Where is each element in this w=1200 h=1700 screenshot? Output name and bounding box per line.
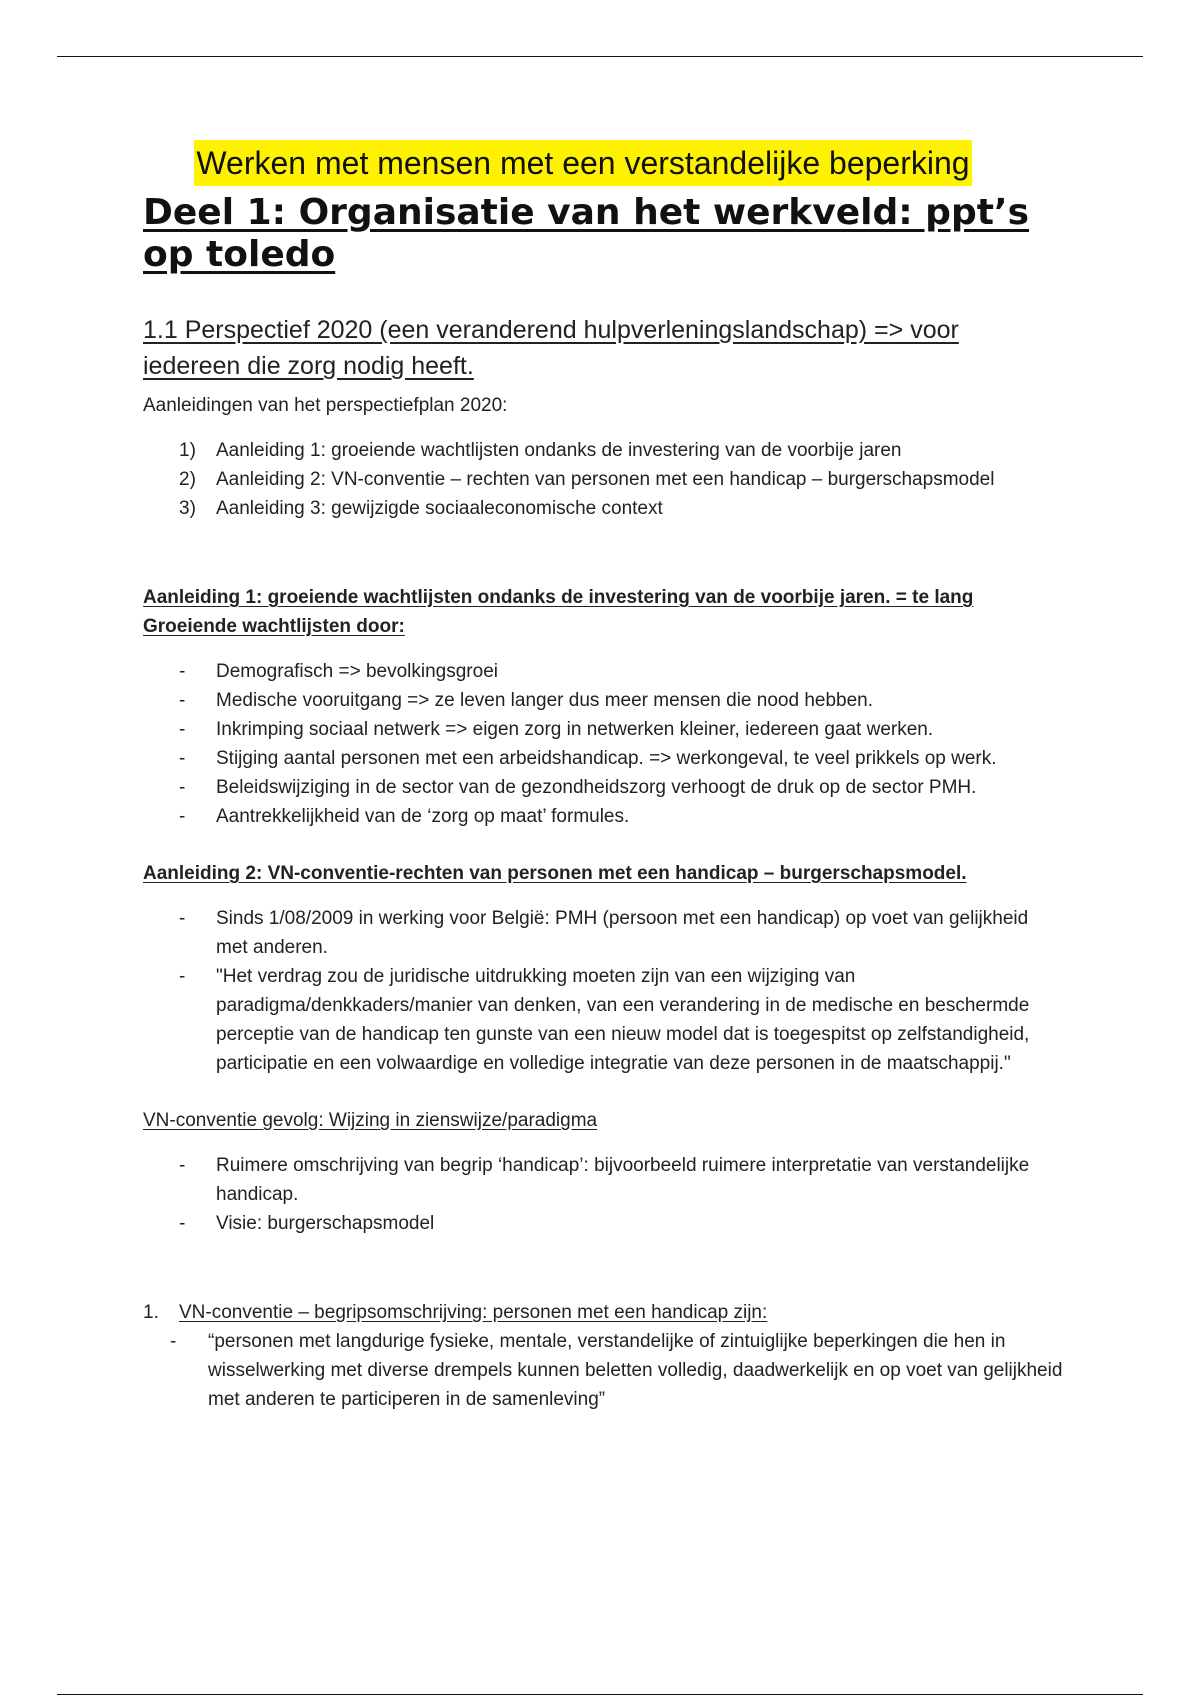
list-item: - Beleidswijziging in de sector van de gezondheidszorg verhoogt de druk op de sector PMH.	[179, 777, 977, 798]
document-title: Werken met mensen met een verstandelijke beperking	[194, 140, 971, 186]
list-item: 2) Aanleiding 2: VN-conventie – rechten van personen met een handicap – burgerschapsmodel	[179, 469, 995, 490]
intro-text: Aanleidingen van het perspectiefplan 2020:	[143, 395, 508, 416]
reasons-list	[143, 436, 1063, 523]
list-item: - Stijging aantal personen met een arbeidshandicap. => werkongeval, te veel prikkels op werk.	[179, 748, 997, 769]
list-item: 3) Aanleiding 3: gewijzigde sociaaleconomische context	[179, 498, 663, 519]
definition-heading: 1. VN-conventie – begripsomschrijving: personen met een handicap zijn:	[143, 1302, 768, 1323]
part-heading: Deel 1: Organisatie van het werkveld: ppt’s op toledo	[143, 192, 1030, 275]
consequence-list	[143, 1151, 1063, 1238]
bottom-rule	[57, 1694, 1143, 1695]
list-item: - "Het verdrag zou de juridische uitdrukking moeten zijn van een wijziging van paradigma/denkkaders/manier van denken, van een verandering in de medische en beschermde perceptie van de handicap ten gunste van een nieuw model dat is toegespitst op zelfstandigheid, participatie en een volwaardige en volledige integratie van deze personen in de maatschappij."	[179, 966, 1030, 1074]
definition-list	[143, 1327, 1063, 1414]
list-item: - Demografisch => bevolkingsgroei	[179, 661, 498, 682]
document-body	[143, 140, 1063, 1414]
list-item: - Ruimere omschrijving van begrip ‘handicap’: bijvoorbeeld ruimere interpretatie van verstandelijke handicap.	[179, 1155, 1030, 1205]
consequence-heading: VN-conventie gevolg: Wijzing in zienswijze/paradigma	[143, 1110, 598, 1131]
reason1-list	[143, 657, 1063, 831]
reason1-heading: Aanleiding 1: groeiende wachtlijsten ondanks de investering van de voorbije jaren. = te lang	[143, 587, 974, 608]
section-heading: 1.1 Perspectief 2020 (een veranderend hulpverleningslandschap) => voor iedereen die zorg nodig heeft.	[143, 316, 959, 380]
list-item: - Aantrekkelijkheid van de ‘zorg op maat’ formules.	[179, 806, 630, 827]
reason2-heading: Aanleiding 2: VN-conventie-rechten van personen met een handicap – burgerschapsmodel.	[143, 863, 967, 884]
list-item: - Visie: burgerschapsmodel	[179, 1213, 435, 1234]
list-item: - Inkrimping sociaal netwerk => eigen zorg in netwerken kleiner, iedereen gaat werken.	[179, 719, 934, 740]
document-title-row	[123, 140, 1043, 186]
reason1-subheading: Groeiende wachtlijsten door:	[143, 616, 405, 637]
list-item: - Medische vooruitgang => ze leven langer dus meer mensen die nood hebben.	[179, 690, 873, 711]
top-rule	[57, 56, 1143, 57]
list-item: 1) Aanleiding 1: groeiende wachtlijsten ondanks de investering van de voorbije jaren	[179, 440, 902, 461]
reason2-list	[143, 904, 1063, 1078]
list-item: - “personen met langdurige fysieke, mentale, verstandelijke of zintuiglijke beperkingen die hen in wisselwerking met diverse drempels kunnen beletten volledig, daadwerkelijk en op voet van gelijkheid met anderen te participeren in de samenleving”	[170, 1331, 1063, 1410]
list-item: - Sinds 1/08/2009 in werking voor België: PMH (persoon met een handicap) op voet van gelijkheid met anderen.	[179, 908, 1029, 958]
